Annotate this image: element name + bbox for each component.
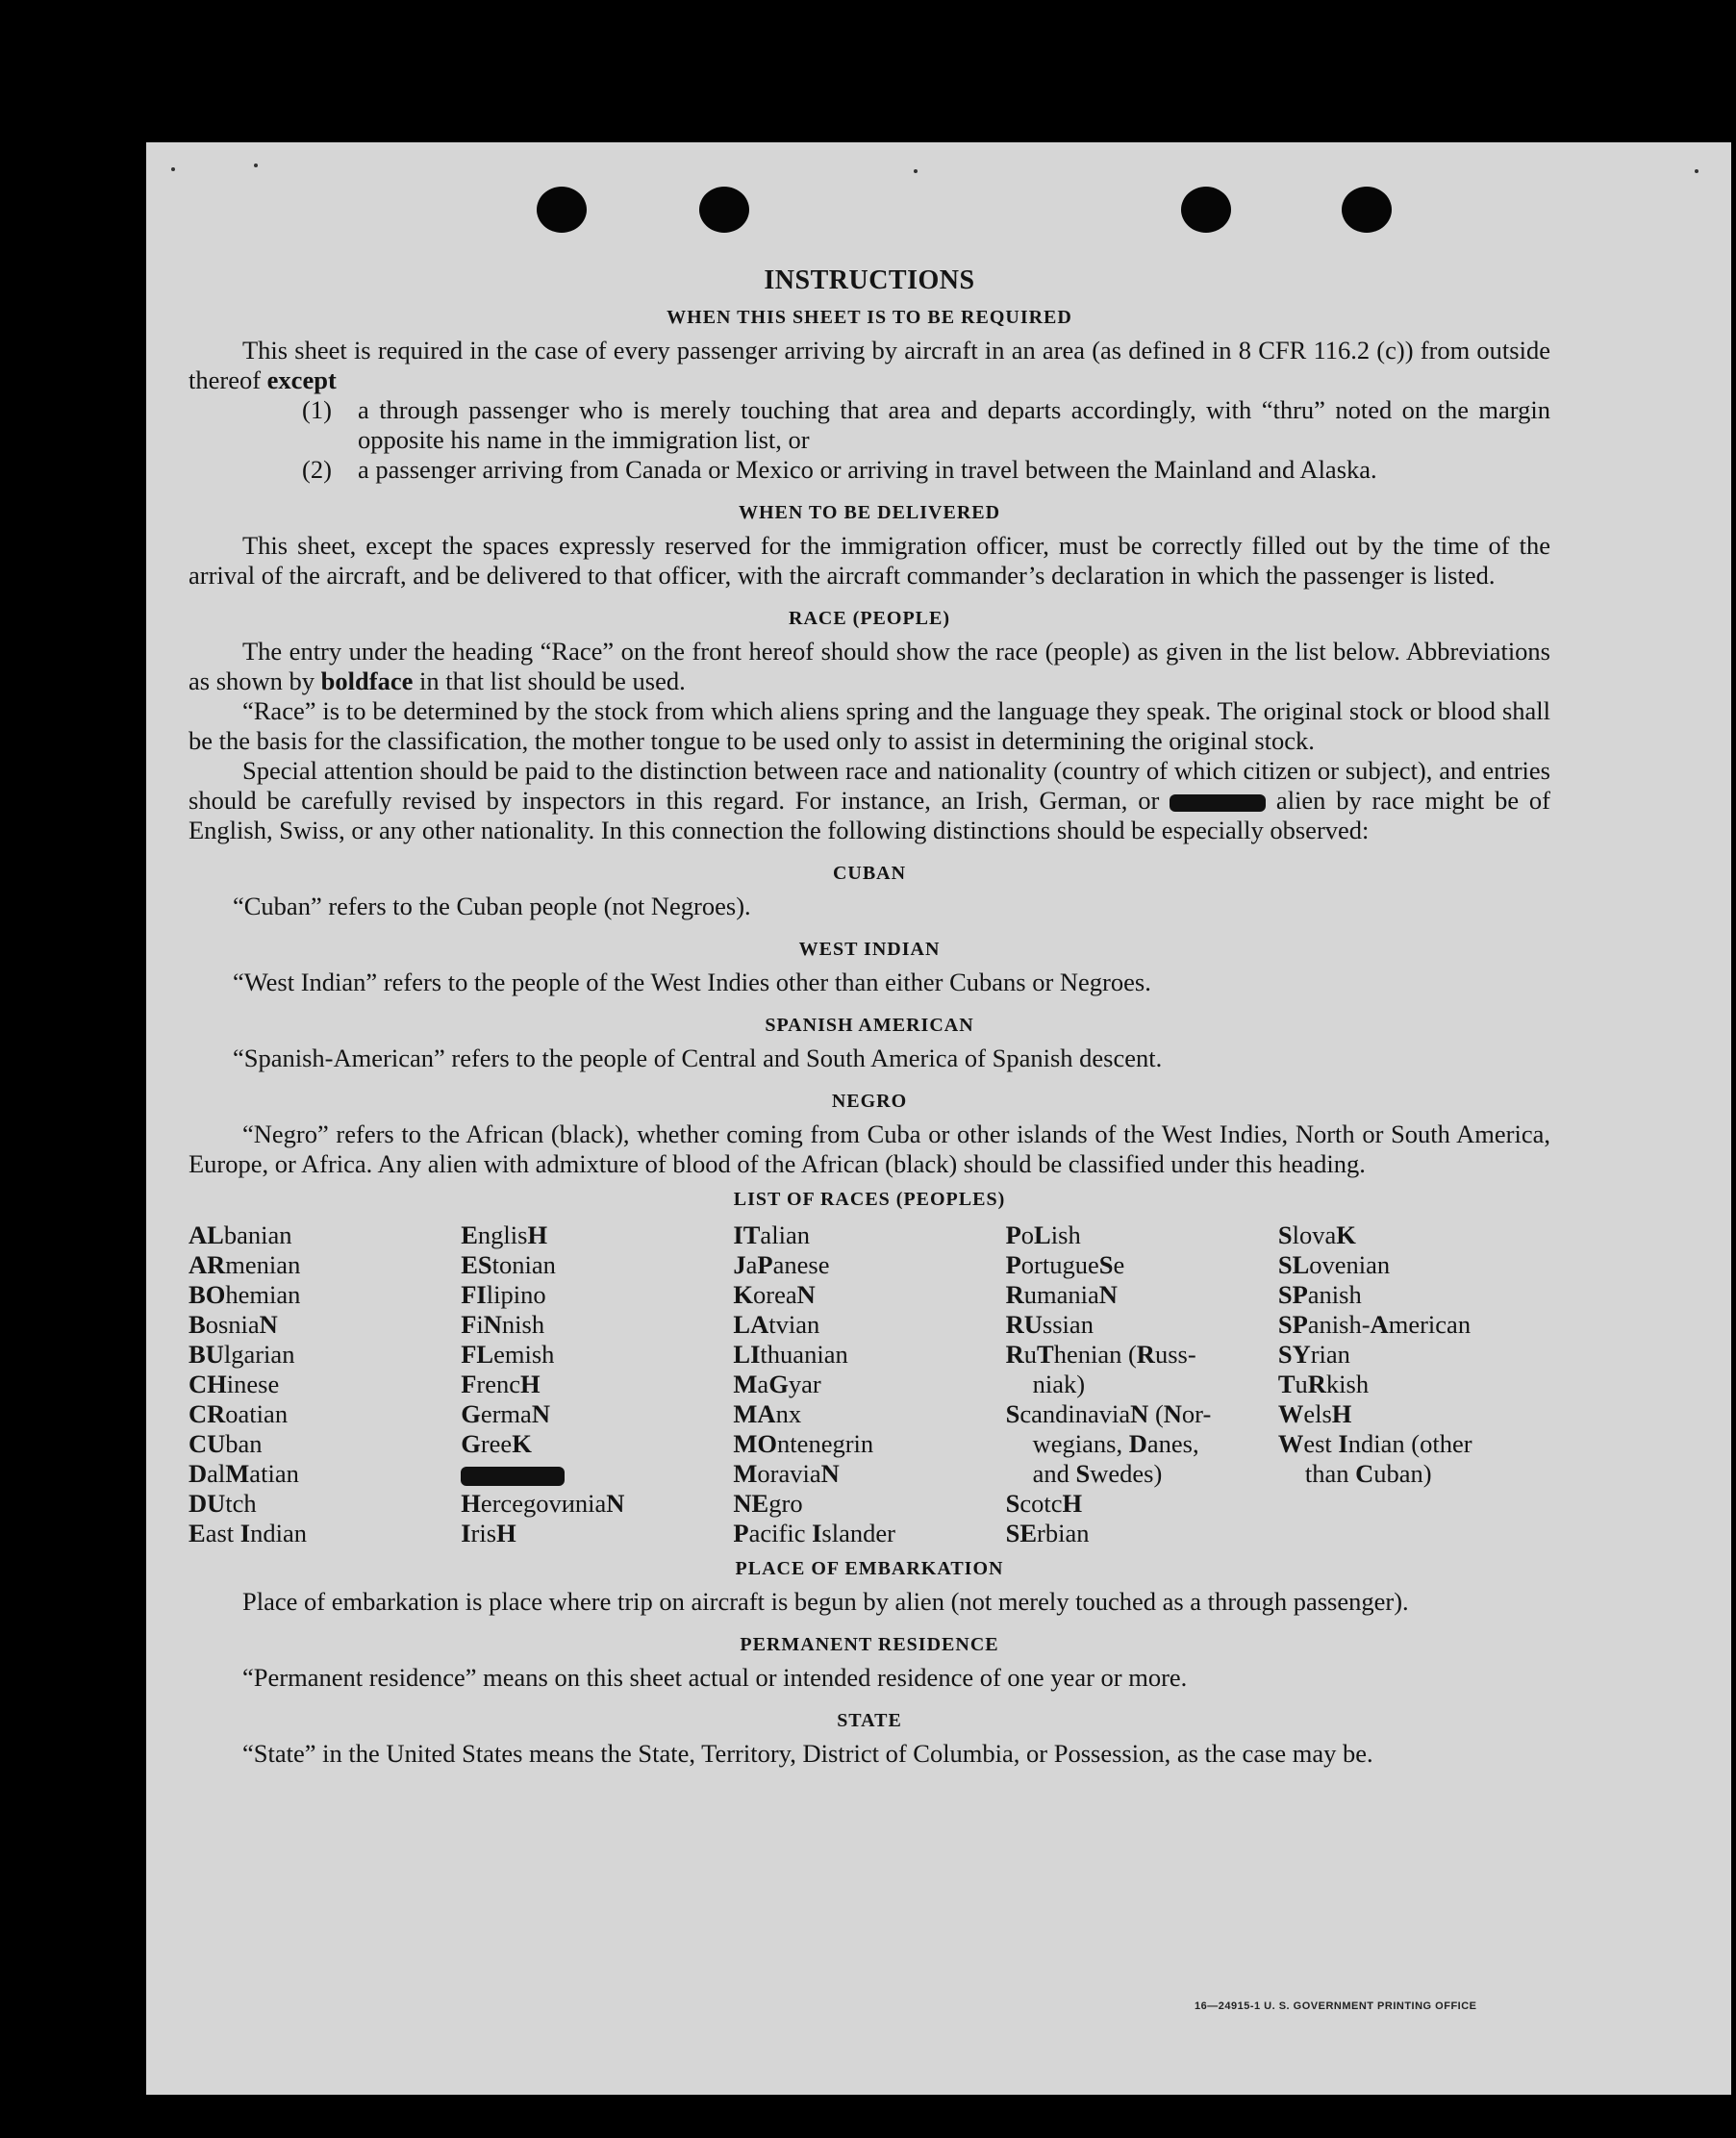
- race-entry: RUssian: [1005, 1310, 1094, 1339]
- race-entry: SErbian: [1005, 1519, 1090, 1547]
- redaction-mark: [461, 1467, 565, 1486]
- race-entry: Pacific Islander: [733, 1519, 895, 1547]
- race-entry: NEgro: [733, 1489, 803, 1518]
- speck: [1695, 169, 1698, 173]
- races-column-1: [189, 1220, 461, 1548]
- races-column-4: [1006, 1220, 1278, 1548]
- race-entry: CUban: [189, 1429, 263, 1458]
- race-entry: PoLish: [1005, 1220, 1081, 1249]
- required-intro: This sheet is required in the case of every passenger arriving by aircraft in an area (as defined in 8 CFR 116.2 (c)) from outside thereof except: [189, 336, 1550, 394]
- race-entry: RuThenian (Russ-: [1005, 1340, 1196, 1369]
- race-entry: SYrian: [1277, 1340, 1350, 1369]
- heading-state: STATE: [837, 1710, 902, 1731]
- heading-list-of-races: LIST OF RACES (PEOPLES): [733, 1189, 1006, 1210]
- race-entry: SlovaK: [1277, 1220, 1356, 1249]
- document-sheet: [146, 142, 1731, 2095]
- race-paragraph-3: Special attention should be paid to the distinction between race and nationality (country of which citizen or subject), and entries should be carefully revised by inspectors in this regard. For instance, an Irish, German, or alien by race might be of English, Swiss, or any other nationality. In this connection the following distinctions should be especially observed:: [189, 756, 1550, 844]
- race-entry: JaPanese: [733, 1250, 830, 1279]
- race-entry: PortugueSe: [1005, 1250, 1125, 1279]
- race-entry: SPanish-American: [1277, 1310, 1472, 1339]
- instructions-content: [189, 265, 1550, 1769]
- races-column-3: [733, 1220, 1005, 1548]
- heading-delivered: WHEN TO BE DELIVERED: [738, 502, 1001, 523]
- race-entry: CRoatian: [189, 1399, 289, 1428]
- race-entry: LAtvian: [733, 1310, 820, 1339]
- race-entry: FiNnish: [461, 1310, 545, 1339]
- embarkation-text: Place of embarkation is place where trip on aircraft is begun by alien (not merely touched as a through passenger).: [242, 1587, 1409, 1616]
- residence-text: “Permanent residence” means on this sheet actual or intended residence of one year or more.: [242, 1663, 1188, 1692]
- race-entry: FIlipino: [461, 1280, 546, 1309]
- race-entry: WelsH: [1277, 1399, 1352, 1428]
- cuban-text: “Cuban” refers to the Cuban people (not Negroes).: [233, 892, 751, 920]
- race-entry: IrisH: [461, 1519, 516, 1547]
- negro-text: “Negro” refers to the African (black), whether coming from Cuba or other islands of the West Indies, North or South America, Europe, or Africa. Any alien with admixture of blood of the African (black) should be classified under this heading.: [189, 1119, 1550, 1178]
- race-entry: GreeK: [461, 1429, 532, 1458]
- races-list: [189, 1220, 1550, 1548]
- race-entry: DalMatian: [189, 1459, 299, 1488]
- redacted-race-entry: [461, 1459, 733, 1489]
- race-entry: wegians, Danes,: [1032, 1429, 1199, 1458]
- heading-required: WHEN THIS SHEET IS TO BE REQUIRED: [667, 307, 1072, 328]
- races-column-2: [461, 1220, 733, 1548]
- race-paragraph-2: “Race” is to be determined by the stock from which aliens spring and the language they speak. The original stock or blood shall be the basis for the classification, the mother tongue to be used only to assist in determining the original stock.: [189, 696, 1550, 755]
- required-item-2: (2) a passenger arriving from Canada or Mexico or arriving in travel between the Mainland and Alaska.: [302, 455, 1377, 484]
- heading-race: RACE (PEOPLE): [789, 608, 950, 629]
- race-entry: BOhemian: [189, 1280, 301, 1309]
- punch-hole: [1181, 187, 1231, 233]
- page-title: INSTRUCTIONS: [764, 265, 975, 295]
- race-entry: ITalian: [733, 1220, 810, 1249]
- heading-residence: PERMANENT RESIDENCE: [740, 1634, 999, 1655]
- required-item-1: (1) a through passenger who is merely touching that area and departs accordingly, with “thru” noted on the margin opposite his name in the immigration list, or: [302, 395, 1550, 454]
- race-entry: ARmenian: [189, 1250, 301, 1279]
- race-paragraph-1: The entry under the heading “Race” on the front hereof should show the race (people) as given in the list below. Abbreviations as shown by boldface in that list should be used.: [189, 637, 1550, 695]
- races-column-5: [1278, 1220, 1550, 1548]
- heading-spanish-american: SPANISH AMERICAN: [765, 1015, 974, 1036]
- state-text: “State” in the United States means the State, Territory, District of Columbia, or Possession, as the case may be.: [242, 1739, 1373, 1768]
- printing-office-code: 16—24915-1 U. S. GOVERNMENT PRINTING OFFICE: [1195, 2000, 1477, 2012]
- race-entry: East Indian: [189, 1519, 307, 1547]
- punch-hole: [1342, 187, 1392, 233]
- race-entry: ALbanian: [189, 1220, 292, 1249]
- race-entry: TuRkish: [1277, 1370, 1370, 1398]
- heading-west-indian: WEST INDIAN: [798, 939, 941, 960]
- heading-negro: NEGRO: [831, 1091, 908, 1112]
- race-entry: BosniaN: [189, 1310, 278, 1339]
- race-entry: and Swedes): [1032, 1459, 1163, 1488]
- race-entry: MoraviaN: [733, 1459, 840, 1488]
- race-entry: niak): [1032, 1370, 1086, 1398]
- race-entry: SLovenian: [1277, 1250, 1391, 1279]
- race-entry: FLemish: [461, 1340, 555, 1369]
- race-entry: LIthuanian: [733, 1340, 848, 1369]
- race-entry: West Indian (other: [1277, 1429, 1472, 1458]
- speck: [171, 167, 175, 171]
- punch-hole: [537, 187, 587, 233]
- race-entry: ScotcH: [1005, 1489, 1083, 1518]
- race-entry: EnglisH: [461, 1220, 548, 1249]
- race-entry: CHinese: [189, 1370, 280, 1398]
- race-entry: SPanish: [1277, 1280, 1362, 1309]
- race-entry: GermaN: [461, 1399, 550, 1428]
- race-entry: MOntenegrin: [733, 1429, 874, 1458]
- race-entry: BUlgarian: [189, 1340, 295, 1369]
- race-entry: ScandinaviaN (Nor-: [1005, 1399, 1212, 1428]
- race-entry: RumaniaN: [1005, 1280, 1118, 1309]
- redaction-mark: [1170, 794, 1266, 812]
- heading-embarkation: PLACE OF EMBARKATION: [735, 1558, 1004, 1579]
- delivered-text: This sheet, except the spaces expressly reserved for the immigration officer, must be correctly filled out by the time of the arrival of the aircraft, and be delivered to that officer, with the aircraft commander’s declaration in which the passenger is listed.: [189, 531, 1550, 590]
- heading-cuban: CUBAN: [832, 863, 907, 884]
- race-entry: HercegovиniaN: [461, 1489, 625, 1518]
- race-entry: EStonian: [461, 1250, 556, 1279]
- west-indian-text: “West Indian” refers to the people of the West Indies other than either Cubans or Negroes.: [233, 968, 1151, 996]
- race-entry: KoreaN: [733, 1280, 816, 1309]
- race-entry: FrencH: [461, 1370, 541, 1398]
- race-entry: than Cuban): [1304, 1459, 1432, 1488]
- race-entry: MAnx: [733, 1399, 802, 1428]
- speck: [254, 163, 258, 167]
- spanish-american-text: “Spanish-American” refers to the people of Central and South America of Spanish descent.: [233, 1044, 1163, 1072]
- speck: [914, 169, 918, 173]
- race-entry: DUtch: [189, 1489, 257, 1518]
- punch-hole: [699, 187, 749, 233]
- race-entry: MaGyar: [733, 1370, 821, 1398]
